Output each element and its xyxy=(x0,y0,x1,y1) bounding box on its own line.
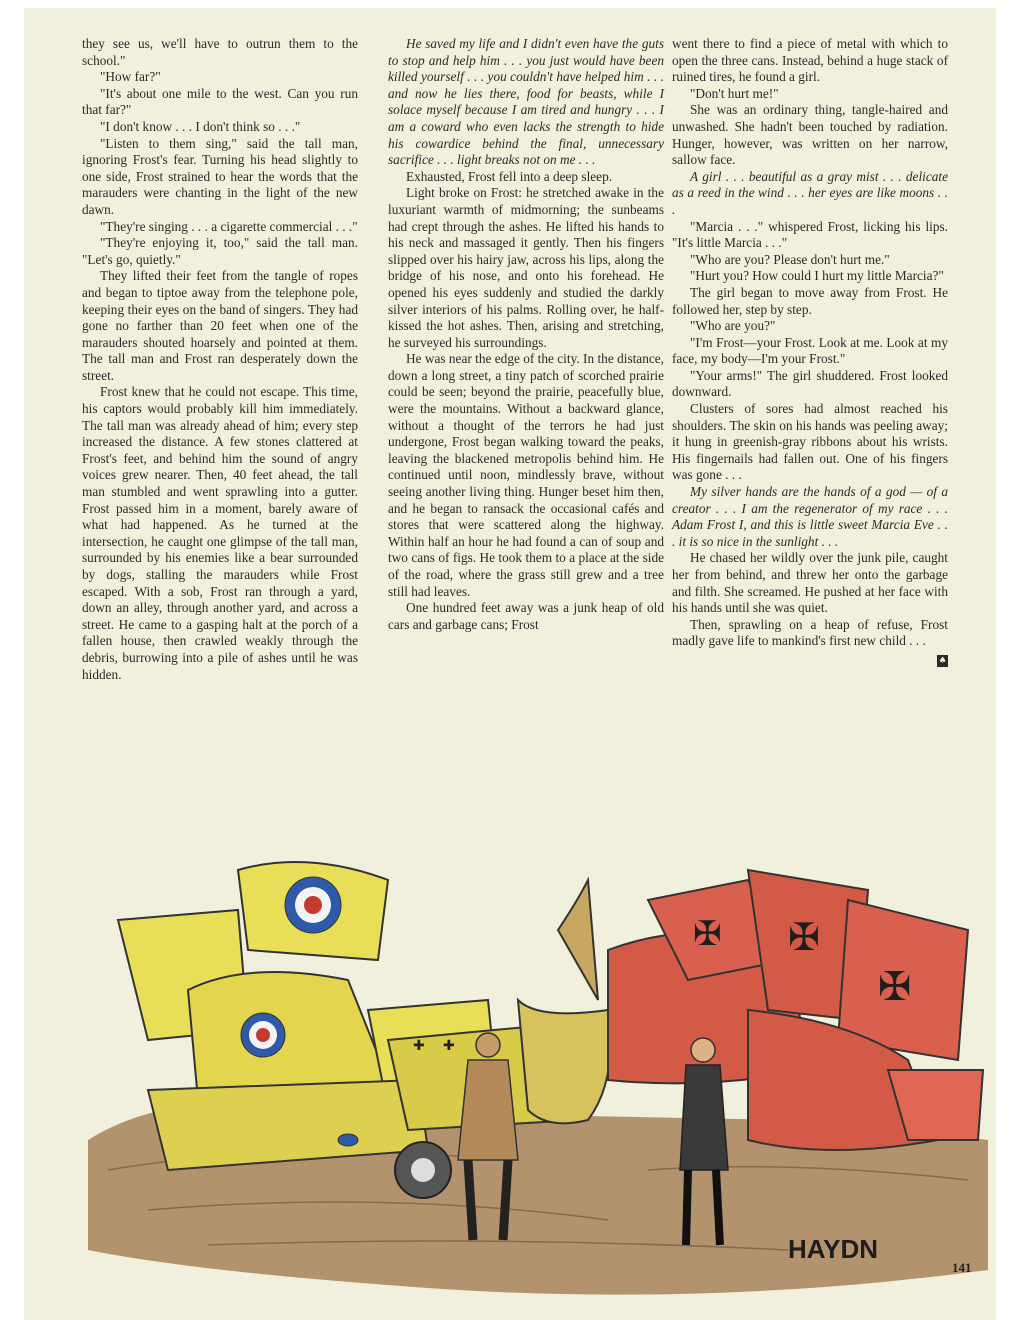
red-biplane xyxy=(608,870,983,1150)
paragraph: "Hurt you? How could I hurt my little Marcia?" xyxy=(690,268,944,284)
paragraph: He chased her wildly over the junk pile, caught her from behind, and threw her onto the garbage and filth. She screamed. He pushed at her face with his hands until she was quiet. xyxy=(672,550,948,616)
paragraph: "I'm Frost—your Frost. Look at me. Look at my face, my body—I'm your Frost." xyxy=(672,334,948,367)
bunny-endmark-icon: ♠ xyxy=(938,655,947,666)
paragraph: The girl began to move away from Frost. He followed her, step by step. xyxy=(672,284,948,317)
paragraph: My silver hands are the hands of a god — of a creator . . . I am the regenerator of my race . . . Adam Frost I, and this is little sweet Marcia Eve . . . it is so nice in the sunlight . . . xyxy=(672,484,948,549)
paragraph: A girl . . . beautiful as a gray mist . . . delicate as a reed in the wind . . . her eyes are like moons . . . xyxy=(672,168,948,217)
end-mark xyxy=(672,650,948,667)
paragraph: Clusters of sores had almost reached his shoulders. The skin on his hands was peeling away; it hung in greenish-gray ribbons about his wrists. His fingernails had fallen out. One of his fingers was gone . . . xyxy=(672,401,948,483)
paragraph: One hundred feet away was a junk heap of old cars and garbage cans; Frost xyxy=(388,600,664,632)
paragraph: "How far?" xyxy=(100,69,161,85)
iron-cross-3: ✠ xyxy=(878,964,912,1010)
paragraph: "Marcia . . ." whispered Frost, licking his lips. "It's little Marcia . . ." xyxy=(672,218,948,251)
biplane-crash-illustration xyxy=(88,840,988,1300)
paragraph: She was an ordinary thing, tangle-haired and unwashed. She hadn't been touched by radiation. Hunger, however, was written on her narrow, sallow face. xyxy=(672,102,948,168)
magazine-page xyxy=(24,8,996,1320)
text-column-3 xyxy=(672,36,948,667)
paragraph: He was near the edge of the city. In the distance, down a long street, a tiny patch of scorched prairie could be seen; beyond the prairie, peacefully blue, were the mountains. Without a backward glance, without a thought of the terrors he had just undergone, Frost began walking toward the peaks, leaving the blackened metropolis behind him. He continued until noon, mindlessly brave, without seeing another living thing. Hunger beset him then, and he began to ransack the occasional cafés and stores that were scattered along the highway. Within half an hour he had found a can of soup and two cans of figs. He took them to a place at the side of the road, where the grass still grew and a tree still had leaves. xyxy=(388,351,664,599)
paragraph: "It's about one mile to the west. Can you run that far?" xyxy=(82,85,358,118)
paragraph: "Who are you? Please don't hurt me." xyxy=(690,251,890,267)
paragraph: "Listen to them sing," said the tall man, ignoring Frost's fear. Turning his head slightly to one side, Frost strained to hear the words that the marauders were chanting in the light of the new dawn. xyxy=(82,135,358,217)
paragraph: Then, sprawling on a heap of refuse, Frost madly gave life to mankind's first new child . . . xyxy=(672,616,948,649)
paragraph: "I don't know . . . I don't think so . . ." xyxy=(100,118,301,134)
paragraph: "Don't hurt me!" xyxy=(690,85,779,101)
paragraph: "Who are you?" xyxy=(690,318,776,334)
text-column-1 xyxy=(82,36,358,683)
paragraph: went there to find a piece of metal with which to open the three cans. Instead, behind a huge stack of ruined tires, he found a girl. xyxy=(672,36,948,85)
page-number: 141 xyxy=(952,1260,972,1275)
paragraph: "They're singing . . . a cigarette commercial . . ." xyxy=(100,218,358,234)
paragraph: Exhausted, Frost fell into a deep sleep. xyxy=(406,168,613,184)
iron-cross-1: ✠ xyxy=(693,914,722,954)
svg-text:✚: ✚ xyxy=(413,1038,425,1054)
paragraph: Light broke on Frost: he stretched awake in the luxuriant warmth of midmorning; the sunbeams had crept through the ashes. He lifted his hands to his neck and massaged it gently. Then his fingers slipped over his hairy jaw, across his lips, along the bridge of his nose, and onto his forehead. He opened his eyes suddenly and studied the darkly silver interiors of his palms. Rolling over, he half-kissed the hot ashes. Then, arising and stretching, he surveyed his surroundings. xyxy=(388,185,664,350)
paragraph: They lifted their feet from the tangle of ropes and began to tiptoe away from the telephone pole, keeping their eyes on the band of singers. They had gone no farther than 20 feet when one of the marauders shouted hoarsely and pointed at them. The tall man and Frost ran desperately down the street. xyxy=(82,268,358,383)
svg-text:✚: ✚ xyxy=(443,1038,455,1054)
text-column-2 xyxy=(388,36,664,633)
paragraph: He saved my life and I didn't even have the guts to stop and help him . . . you just would have been killed yourself . . . you couldn't have helped him . . . and now he lies there, food for beasts, while I solace myself because I am tired and hungry . . . I am a coward who even lacks the strength to hide his cowardice behind the final, unnecessary sacrifice . . . light breaks not on me . . . xyxy=(388,36,664,168)
iron-cross-2: ✠ xyxy=(788,915,820,959)
paragraph: they see us, we'll have to outrun them to the school." xyxy=(82,36,358,68)
paragraph: Frost knew that he could not escape. This time, his captors would probably kill him immediately. The tall man was already ahead of him; every step increased the distance. A few stones clattered at Frost's feet, and behind him the sound of angry voices grew nearer. Then, 40 feet ahead, the tall man stumbled and went sprawling into a gutter. Frost passed him in a moment, barely aware of what had happened. As he turned at the intersection, he caught one glimpse of the tall man, surrounded by his enemies like a bear surrounded by dogs, stalling the marauders while Frost escaped. With a sob, Frost ran through a yard, down an alley, through another yard, and across a street. He came to a gasping halt at the porch of a fallen house, then crawled weakly through the debris, burrowing into a pile of ashes until he was hidden. xyxy=(82,384,358,682)
paragraph: "Your arms!" The girl shuddered. Frost looked downward. xyxy=(672,367,948,400)
paragraph: "They're enjoying it, too," said the tall man. "Let's go, quietly." xyxy=(82,235,358,267)
artist-signature: HAYDN xyxy=(788,1234,879,1264)
